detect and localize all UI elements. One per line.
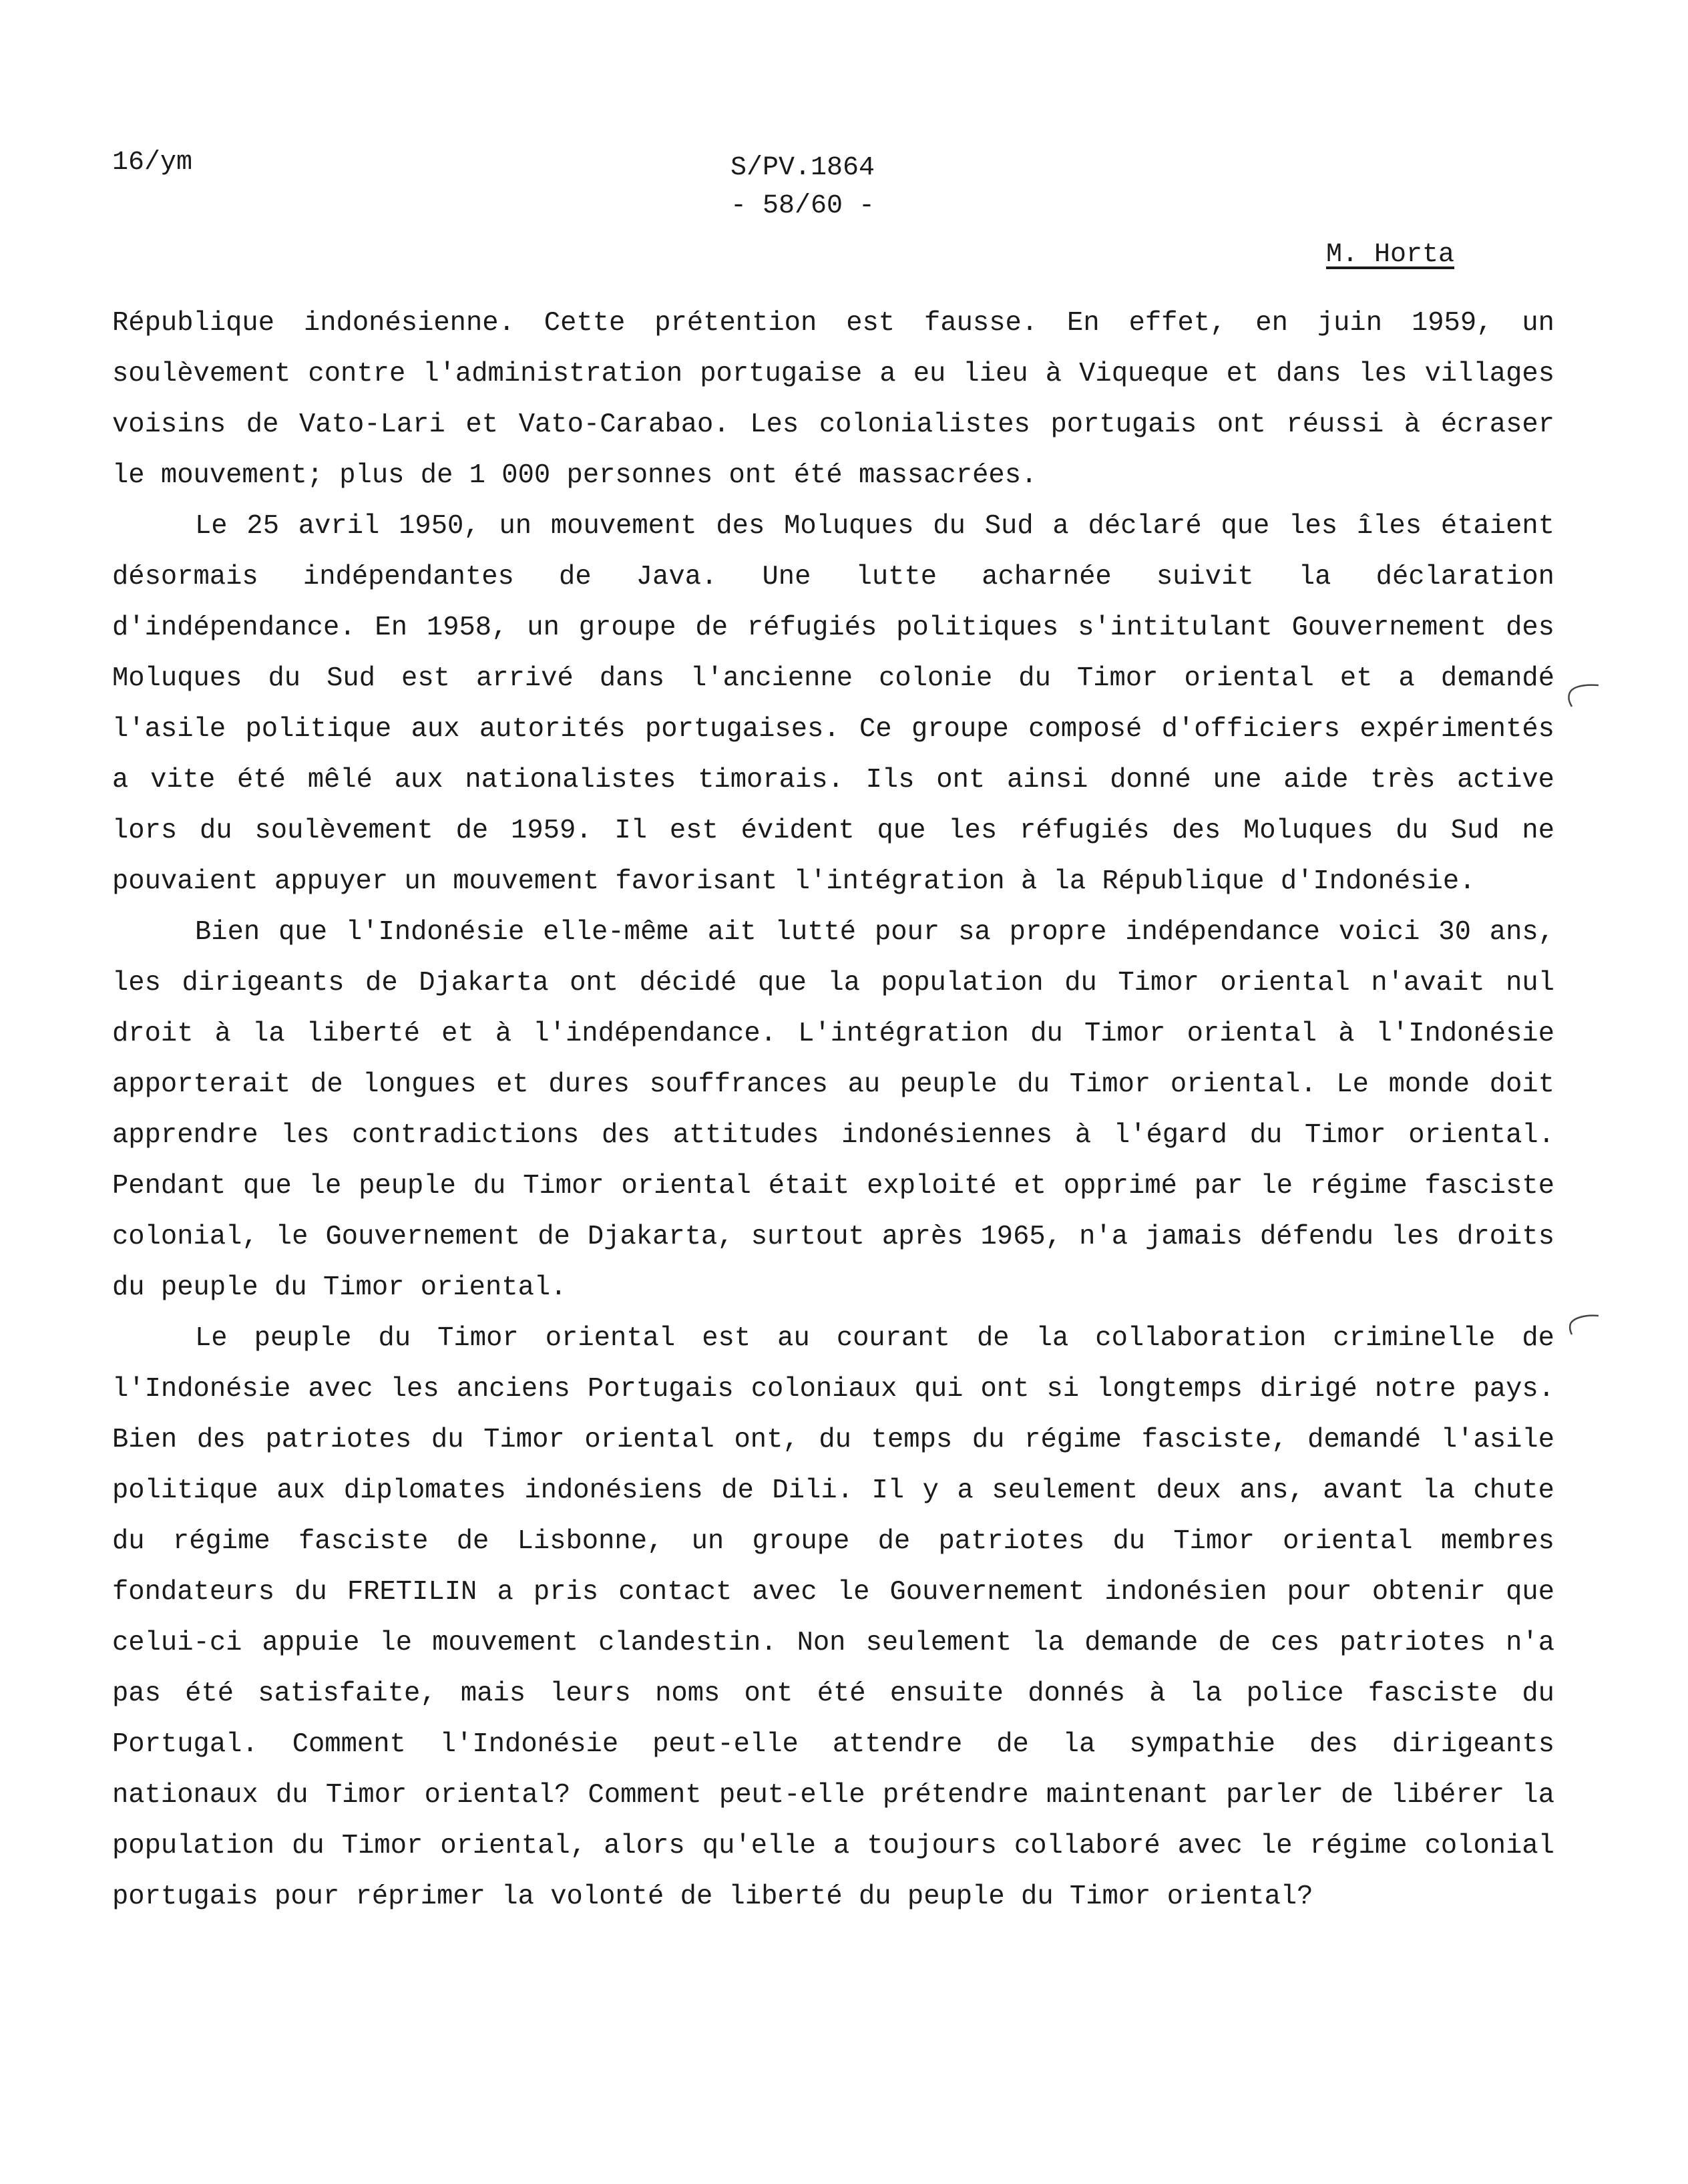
document-code: 16/ym bbox=[112, 148, 193, 178]
paragraph: Bien que l'Indonésie elle-même ait lutté pour sa propre indépendance voici 30 ans, les dirigeants de Djakarta ont décidé que la population du Timor oriental n'avait nul droit à la liberté et à l'indépendance. L'intégration du Timor oriental à l'Indonésie apporterait de longues et dures souffrances au peuple du Timor oriental. Le monde doit apprendre les contradictions des attitudes indonésiennes à l'égard du Timor oriental. Pendant que le peuple du Timor oriental était exploité et opprimé par le régime fasciste colonial, le Gouvernement de Djakarta, surtout après 1965, n'a jamais défendu les droits du peuple du Timor oriental. bbox=[112, 917, 1554, 1303]
page-number: - 58/60 - bbox=[730, 191, 875, 221]
paragraph: Le peuple du Timor oriental est au courant de la collaboration criminelle de l'Indonésie avec les anciens Portugais coloniaux qui ont si longtemps dirigé notre pays. Bien des patriotes du Timor oriental ont, du temps du régime fasciste, demandé l'asile politique aux diplomates indonésiens de Dili. Il y a seulement deux ans, avant la chute du régime fasciste de Lisbonne, un groupe de patriotes du Timor oriental membres fondateurs du FRETILIN a pris contact avec le Gouvernement indonésien pour obtenir que celui-ci appuie le mouvement clandestin. Non seulement la demande de ces patriotes n'a pas été satisfaite, mais leurs noms ont été ensuite donnés à la police fasciste du Portugal. Comment l'Indonésie peut-elle attendre de la sympathie des dirigeants nationaux du Timor oriental? Comment peut-elle prétendre maintenant parler de libérer la population du Timor oriental, alors qu'elle a toujours collaboré avec le régime colonial portugais pour réprimer la volonté de liberté du peuple du Timor oriental? bbox=[112, 1323, 1554, 1912]
paragraph-continuation: République indonésienne. Cette prétention est fausse. En effet, en juin 1959, un soulèvement contre l'administration portugaise a eu lieu à Viqueque et dans les villages voisins de Vato-Lari et Vato-Carabao. Les colonialistes portugais ont réussi à écraser le mouvement; plus de 1 000 personnes ont été massacrées. bbox=[112, 308, 1554, 491]
document-body bbox=[112, 298, 1554, 1922]
speaker-name: M. Horta bbox=[1326, 240, 1455, 270]
margin-mark bbox=[1560, 683, 1600, 709]
document-symbol: S/PV.1864 bbox=[730, 153, 875, 183]
margin-mark bbox=[1561, 1312, 1601, 1338]
paragraph: Le 25 avril 1950, un mouvement des Moluques du Sud a déclaré que les îles étaient désormais indépendantes de Java. Une lutte acharnée suivit la déclaration d'indépendance. En 1958, un groupe de réfugiés politiques s'intitulant Gouvernement des Moluques du Sud est arrivé dans l'ancienne colonie du Timor oriental et a demandé l'asile politique aux autorités portugaises. Ce groupe composé d'officiers expérimentés a vite été mêlé aux nationalistes timorais. Ils ont ainsi donné une aide très active lors du soulèvement de 1959. Il est évident que les réfugiés des Moluques du Sud ne pouvaient appuyer un mouvement favorisant l'intégration à la République d'Indonésie. bbox=[112, 511, 1554, 897]
